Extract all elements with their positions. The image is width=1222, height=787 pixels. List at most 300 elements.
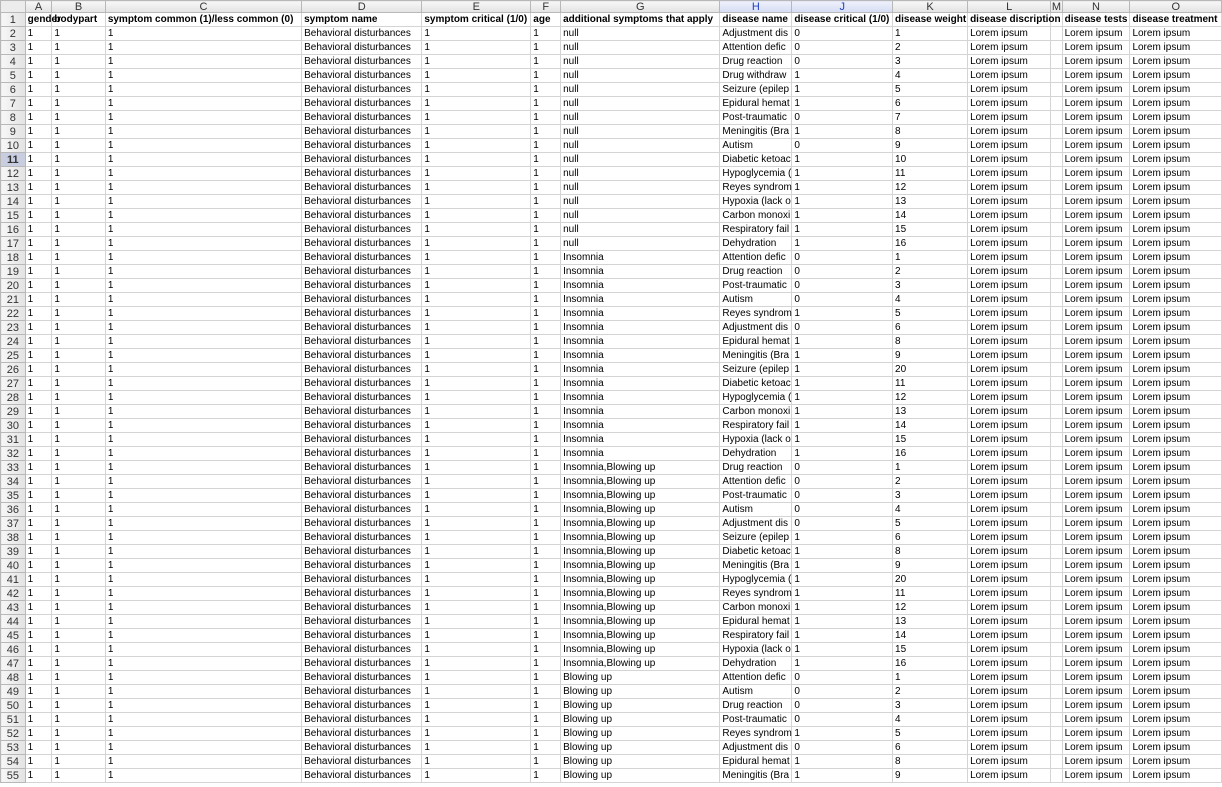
cell-description[interactable]: Lorem ipsum <box>968 727 1051 741</box>
cell-symptom-critical[interactable]: 1 <box>422 153 531 167</box>
header-cell-disease[interactable]: disease name <box>720 13 792 27</box>
cell-symptom-critical[interactable]: 1 <box>422 265 531 279</box>
cell-dc[interactable]: 1 <box>792 405 893 419</box>
cell-add[interactable]: Blowing up <box>561 769 720 783</box>
cell-w[interactable]: 13 <box>893 405 968 419</box>
cell-description[interactable]: Lorem ipsum <box>968 629 1051 643</box>
cell-w[interactable]: 16 <box>893 237 968 251</box>
cell-common[interactable]: 1 <box>105 685 301 699</box>
cell-symptom-name[interactable]: Behavioral disturbances <box>302 391 422 405</box>
cell-symptom-name[interactable]: Behavioral disturbances <box>302 755 422 769</box>
row-header[interactable]: 49 <box>1 685 26 699</box>
row-header[interactable]: 14 <box>1 195 26 209</box>
cell-symptom-name[interactable]: Behavioral disturbances <box>302 419 422 433</box>
column-header-h[interactable]: H <box>720 1 792 13</box>
cell-description[interactable]: Lorem ipsum <box>968 531 1051 545</box>
cell-treatment[interactable]: Lorem ipsum <box>1130 279 1222 293</box>
cell-bodypart[interactable]: 1 <box>52 573 105 587</box>
cell-w[interactable]: 6 <box>893 531 968 545</box>
column-header-d[interactable]: D <box>302 1 422 13</box>
cell-symptom-name[interactable]: Behavioral disturbances <box>302 615 422 629</box>
cell-gender[interactable]: 1 <box>25 55 52 69</box>
cell-m[interactable] <box>1051 377 1062 391</box>
cell-symptom-name[interactable]: Behavioral disturbances <box>302 223 422 237</box>
cell-symptom-name[interactable]: Behavioral disturbances <box>302 265 422 279</box>
cell-disease[interactable]: Drug reaction <box>720 699 792 713</box>
cell-tests[interactable]: Lorem ipsum <box>1062 335 1130 349</box>
cell-treatment[interactable]: Lorem ipsum <box>1130 97 1222 111</box>
cell-symptom-critical[interactable]: 1 <box>422 293 531 307</box>
cell-age[interactable]: 1 <box>531 223 561 237</box>
row-header[interactable]: 40 <box>1 559 26 573</box>
cell-w[interactable]: 1 <box>893 671 968 685</box>
cell-gender[interactable]: 1 <box>25 307 52 321</box>
cell-treatment[interactable]: Lorem ipsum <box>1130 699 1222 713</box>
cell-disease[interactable]: Respiratory fail <box>720 629 792 643</box>
cell-treatment[interactable]: Lorem ipsum <box>1130 223 1222 237</box>
column-header-o[interactable]: O <box>1130 1 1222 13</box>
cell-symptom-name[interactable]: Behavioral disturbances <box>302 489 422 503</box>
cell-description[interactable]: Lorem ipsum <box>968 769 1051 783</box>
cell-gender[interactable]: 1 <box>25 265 52 279</box>
cell-w[interactable]: 13 <box>893 195 968 209</box>
cell-w[interactable]: 6 <box>893 97 968 111</box>
cell-description[interactable]: Lorem ipsum <box>968 293 1051 307</box>
cell-symptom-name[interactable]: Behavioral disturbances <box>302 153 422 167</box>
cell-gender[interactable]: 1 <box>25 643 52 657</box>
cell-bodypart[interactable]: 1 <box>52 293 105 307</box>
row-header[interactable]: 19 <box>1 265 26 279</box>
cell-w[interactable]: 2 <box>893 475 968 489</box>
cell-tests[interactable]: Lorem ipsum <box>1062 139 1130 153</box>
cell-common[interactable]: 1 <box>105 503 301 517</box>
column-header-b[interactable]: B <box>52 1 105 13</box>
cell-bodypart[interactable]: 1 <box>52 125 105 139</box>
cell-m[interactable] <box>1051 433 1062 447</box>
cell-tests[interactable]: Lorem ipsum <box>1062 111 1130 125</box>
cell-age[interactable]: 1 <box>531 475 561 489</box>
cell-tests[interactable]: Lorem ipsum <box>1062 615 1130 629</box>
cell-m[interactable] <box>1051 209 1062 223</box>
cell-description[interactable]: Lorem ipsum <box>968 153 1051 167</box>
cell-w[interactable]: 11 <box>893 377 968 391</box>
cell-treatment[interactable]: Lorem ipsum <box>1130 517 1222 531</box>
cell-symptom-name[interactable]: Behavioral disturbances <box>302 587 422 601</box>
cell-add[interactable]: Blowing up <box>561 727 720 741</box>
cell-gender[interactable]: 1 <box>25 545 52 559</box>
cell-bodypart[interactable]: 1 <box>52 41 105 55</box>
cell-w[interactable]: 15 <box>893 433 968 447</box>
cell-disease[interactable]: Drug withdraw <box>720 69 792 83</box>
cell-symptom-name[interactable]: Behavioral disturbances <box>302 349 422 363</box>
cell-tests[interactable]: Lorem ipsum <box>1062 573 1130 587</box>
cell-common[interactable]: 1 <box>105 727 301 741</box>
cell-gender[interactable]: 1 <box>25 727 52 741</box>
cell-bodypart[interactable]: 1 <box>52 419 105 433</box>
cell-m[interactable] <box>1051 293 1062 307</box>
cell-bodypart[interactable]: 1 <box>52 461 105 475</box>
cell-m[interactable] <box>1051 601 1062 615</box>
column-header-g[interactable]: G <box>561 1 720 13</box>
cell-dc[interactable]: 1 <box>792 433 893 447</box>
cell-common[interactable]: 1 <box>105 293 301 307</box>
cell-age[interactable]: 1 <box>531 279 561 293</box>
cell-add[interactable]: Insomnia,Blowing up <box>561 545 720 559</box>
row-header[interactable]: 44 <box>1 615 26 629</box>
cell-m[interactable] <box>1051 699 1062 713</box>
cell-bodypart[interactable]: 1 <box>52 223 105 237</box>
cell-common[interactable]: 1 <box>105 307 301 321</box>
cell-gender[interactable]: 1 <box>25 601 52 615</box>
cell-treatment[interactable]: Lorem ipsum <box>1130 377 1222 391</box>
cell-m[interactable] <box>1051 475 1062 489</box>
cell-w[interactable]: 5 <box>893 727 968 741</box>
cell-dc[interactable]: 1 <box>792 209 893 223</box>
cell-symptom-name[interactable]: Behavioral disturbances <box>302 363 422 377</box>
cell-symptom-critical[interactable]: 1 <box>422 461 531 475</box>
cell-add[interactable]: Insomnia,Blowing up <box>561 657 720 671</box>
cell-add[interactable]: Insomnia,Blowing up <box>561 643 720 657</box>
cell-bodypart[interactable]: 1 <box>52 55 105 69</box>
cell-description[interactable]: Lorem ipsum <box>968 83 1051 97</box>
cell-tests[interactable]: Lorem ipsum <box>1062 27 1130 41</box>
cell-tests[interactable]: Lorem ipsum <box>1062 461 1130 475</box>
cell-add[interactable]: null <box>561 195 720 209</box>
cell-disease[interactable]: Seizure (epilep <box>720 531 792 545</box>
cell-w[interactable]: 2 <box>893 685 968 699</box>
header-cell-description[interactable]: disease discription <box>968 13 1051 27</box>
cell-description[interactable]: Lorem ipsum <box>968 657 1051 671</box>
cell-w[interactable]: 1 <box>893 27 968 41</box>
cell-age[interactable]: 1 <box>531 685 561 699</box>
cell-common[interactable]: 1 <box>105 125 301 139</box>
cell-gender[interactable]: 1 <box>25 223 52 237</box>
cell-symptom-critical[interactable]: 1 <box>422 517 531 531</box>
cell-add[interactable]: Blowing up <box>561 671 720 685</box>
cell-m[interactable] <box>1051 657 1062 671</box>
cell-add[interactable]: Blowing up <box>561 755 720 769</box>
cell-symptom-name[interactable]: Behavioral disturbances <box>302 69 422 83</box>
cell-bodypart[interactable]: 1 <box>52 307 105 321</box>
cell-m[interactable] <box>1051 755 1062 769</box>
cell-symptom-name[interactable]: Behavioral disturbances <box>302 139 422 153</box>
cell-common[interactable]: 1 <box>105 55 301 69</box>
cell-symptom-name[interactable]: Behavioral disturbances <box>302 629 422 643</box>
cell-dc[interactable]: 1 <box>792 153 893 167</box>
cell-disease[interactable]: Post-traumatic <box>720 713 792 727</box>
cell-add[interactable]: Insomnia <box>561 377 720 391</box>
cell-gender[interactable]: 1 <box>25 503 52 517</box>
cell-w[interactable]: 3 <box>893 699 968 713</box>
cell-disease[interactable]: Meningitis (Bra <box>720 559 792 573</box>
cell-treatment[interactable]: Lorem ipsum <box>1130 489 1222 503</box>
cell-description[interactable]: Lorem ipsum <box>968 279 1051 293</box>
cell-bodypart[interactable]: 1 <box>52 601 105 615</box>
cell-gender[interactable]: 1 <box>25 587 52 601</box>
cell-disease[interactable]: Drug reaction <box>720 55 792 69</box>
cell-symptom-critical[interactable]: 1 <box>422 111 531 125</box>
cell-m[interactable] <box>1051 195 1062 209</box>
cell-common[interactable]: 1 <box>105 573 301 587</box>
header-cell-symptom-name[interactable]: symptom name <box>302 13 422 27</box>
cell-bodypart[interactable]: 1 <box>52 727 105 741</box>
cell-disease[interactable]: Seizure (epilep <box>720 363 792 377</box>
cell-tests[interactable]: Lorem ipsum <box>1062 685 1130 699</box>
cell-treatment[interactable]: Lorem ipsum <box>1130 55 1222 69</box>
cell-treatment[interactable]: Lorem ipsum <box>1130 503 1222 517</box>
cell-disease[interactable]: Autism <box>720 503 792 517</box>
cell-tests[interactable]: Lorem ipsum <box>1062 727 1130 741</box>
header-cell-w[interactable]: disease weight <box>893 13 968 27</box>
cell-symptom-name[interactable]: Behavioral disturbances <box>302 447 422 461</box>
cell-m[interactable] <box>1051 307 1062 321</box>
cell-symptom-name[interactable]: Behavioral disturbances <box>302 279 422 293</box>
cell-dc[interactable]: 1 <box>792 755 893 769</box>
cell-dc[interactable]: 1 <box>792 69 893 83</box>
cell-age[interactable]: 1 <box>531 195 561 209</box>
cell-dc[interactable]: 0 <box>792 251 893 265</box>
cell-age[interactable]: 1 <box>531 335 561 349</box>
cell-symptom-name[interactable]: Behavioral disturbances <box>302 433 422 447</box>
cell-common[interactable]: 1 <box>105 755 301 769</box>
row-header[interactable]: 51 <box>1 713 26 727</box>
row-header[interactable]: 46 <box>1 643 26 657</box>
cell-dc[interactable]: 1 <box>792 643 893 657</box>
row-header[interactable]: 20 <box>1 279 26 293</box>
cell-add[interactable]: Insomnia <box>561 265 720 279</box>
cell-add[interactable]: Insomnia,Blowing up <box>561 629 720 643</box>
cell-symptom-critical[interactable]: 1 <box>422 55 531 69</box>
cell-symptom-critical[interactable]: 1 <box>422 615 531 629</box>
cell-w[interactable]: 15 <box>893 223 968 237</box>
cell-common[interactable]: 1 <box>105 447 301 461</box>
cell-common[interactable]: 1 <box>105 153 301 167</box>
cell-treatment[interactable]: Lorem ipsum <box>1130 643 1222 657</box>
cell-tests[interactable]: Lorem ipsum <box>1062 713 1130 727</box>
cell-add[interactable]: Insomnia <box>561 335 720 349</box>
cell-bodypart[interactable]: 1 <box>52 671 105 685</box>
cell-symptom-critical[interactable]: 1 <box>422 545 531 559</box>
cell-tests[interactable]: Lorem ipsum <box>1062 377 1130 391</box>
cell-m[interactable] <box>1051 223 1062 237</box>
cell-symptom-critical[interactable]: 1 <box>422 209 531 223</box>
cell-gender[interactable]: 1 <box>25 363 52 377</box>
cell-w[interactable]: 6 <box>893 741 968 755</box>
cell-dc[interactable]: 0 <box>792 279 893 293</box>
cell-add[interactable]: null <box>561 125 720 139</box>
cell-gender[interactable]: 1 <box>25 769 52 783</box>
cell-disease[interactable]: Attention defic <box>720 41 792 55</box>
cell-treatment[interactable]: Lorem ipsum <box>1130 41 1222 55</box>
cell-add[interactable]: Blowing up <box>561 685 720 699</box>
cell-w[interactable]: 9 <box>893 139 968 153</box>
cell-add[interactable]: null <box>561 209 720 223</box>
cell-w[interactable]: 3 <box>893 279 968 293</box>
cell-w[interactable]: 10 <box>893 153 968 167</box>
cell-treatment[interactable]: Lorem ipsum <box>1130 741 1222 755</box>
row-header[interactable]: 23 <box>1 321 26 335</box>
cell-description[interactable]: Lorem ipsum <box>968 111 1051 125</box>
cell-gender[interactable]: 1 <box>25 517 52 531</box>
cell-m[interactable] <box>1051 489 1062 503</box>
cell-add[interactable]: Insomnia <box>561 321 720 335</box>
cell-age[interactable]: 1 <box>531 559 561 573</box>
cell-description[interactable]: Lorem ipsum <box>968 419 1051 433</box>
cell-symptom-critical[interactable]: 1 <box>422 279 531 293</box>
cell-disease[interactable]: Reyes syndrom <box>720 181 792 195</box>
cell-disease[interactable]: Carbon monoxi <box>720 209 792 223</box>
cell-disease[interactable]: Attention defic <box>720 251 792 265</box>
cell-disease[interactable]: Meningitis (Bra <box>720 769 792 783</box>
cell-add[interactable]: null <box>561 69 720 83</box>
cell-gender[interactable]: 1 <box>25 209 52 223</box>
cell-w[interactable]: 20 <box>893 363 968 377</box>
cell-age[interactable]: 1 <box>531 517 561 531</box>
column-header-l[interactable]: L <box>968 1 1051 13</box>
cell-gender[interactable]: 1 <box>25 279 52 293</box>
cell-dc[interactable]: 1 <box>792 125 893 139</box>
cell-symptom-critical[interactable]: 1 <box>422 531 531 545</box>
cell-bodypart[interactable]: 1 <box>52 405 105 419</box>
cell-gender[interactable]: 1 <box>25 755 52 769</box>
cell-common[interactable]: 1 <box>105 97 301 111</box>
cell-common[interactable]: 1 <box>105 83 301 97</box>
cell-tests[interactable]: Lorem ipsum <box>1062 237 1130 251</box>
cell-description[interactable]: Lorem ipsum <box>968 461 1051 475</box>
cell-disease[interactable]: Adjustment dis <box>720 27 792 41</box>
cell-age[interactable]: 1 <box>531 83 561 97</box>
cell-w[interactable]: 4 <box>893 503 968 517</box>
cell-m[interactable] <box>1051 279 1062 293</box>
cell-symptom-critical[interactable]: 1 <box>422 741 531 755</box>
cell-common[interactable]: 1 <box>105 587 301 601</box>
cell-symptom-critical[interactable]: 1 <box>422 181 531 195</box>
cell-disease[interactable]: Epidural hemat <box>720 615 792 629</box>
cell-age[interactable]: 1 <box>531 671 561 685</box>
cell-dc[interactable]: 0 <box>792 321 893 335</box>
cell-dc[interactable]: 1 <box>792 195 893 209</box>
cell-tests[interactable]: Lorem ipsum <box>1062 181 1130 195</box>
cell-symptom-name[interactable]: Behavioral disturbances <box>302 503 422 517</box>
cell-dc[interactable]: 0 <box>792 265 893 279</box>
cell-dc[interactable]: 0 <box>792 55 893 69</box>
cell-tests[interactable]: Lorem ipsum <box>1062 209 1130 223</box>
cell-disease[interactable]: Carbon monoxi <box>720 601 792 615</box>
cell-gender[interactable]: 1 <box>25 181 52 195</box>
cell-symptom-critical[interactable]: 1 <box>422 475 531 489</box>
cell-w[interactable]: 3 <box>893 55 968 69</box>
row-header[interactable]: 26 <box>1 363 26 377</box>
cell-bodypart[interactable]: 1 <box>52 475 105 489</box>
cell-add[interactable]: Insomnia,Blowing up <box>561 601 720 615</box>
cell-disease[interactable]: Reyes syndrom <box>720 587 792 601</box>
cell-symptom-name[interactable]: Behavioral disturbances <box>302 671 422 685</box>
cell-treatment[interactable]: Lorem ipsum <box>1130 685 1222 699</box>
cell-symptom-critical[interactable]: 1 <box>422 377 531 391</box>
cell-disease[interactable]: Post-traumatic <box>720 279 792 293</box>
cell-treatment[interactable]: Lorem ipsum <box>1130 237 1222 251</box>
cell-gender[interactable]: 1 <box>25 153 52 167</box>
cell-tests[interactable]: Lorem ipsum <box>1062 545 1130 559</box>
cell-m[interactable] <box>1051 349 1062 363</box>
cell-symptom-critical[interactable]: 1 <box>422 405 531 419</box>
cell-symptom-name[interactable]: Behavioral disturbances <box>302 769 422 783</box>
cell-gender[interactable]: 1 <box>25 335 52 349</box>
cell-disease[interactable]: Autism <box>720 139 792 153</box>
cell-gender[interactable]: 1 <box>25 27 52 41</box>
cell-symptom-critical[interactable]: 1 <box>422 685 531 699</box>
cell-disease[interactable]: Post-traumatic <box>720 489 792 503</box>
cell-add[interactable]: Insomnia <box>561 391 720 405</box>
cell-dc[interactable]: 1 <box>792 167 893 181</box>
cell-description[interactable]: Lorem ipsum <box>968 377 1051 391</box>
cell-w[interactable]: 11 <box>893 587 968 601</box>
cell-description[interactable]: Lorem ipsum <box>968 517 1051 531</box>
cell-age[interactable]: 1 <box>531 615 561 629</box>
cell-symptom-critical[interactable]: 1 <box>422 671 531 685</box>
cell-dc[interactable]: 0 <box>792 27 893 41</box>
cell-disease[interactable]: Meningitis (Bra <box>720 349 792 363</box>
cell-add[interactable]: Insomnia <box>561 433 720 447</box>
cell-gender[interactable]: 1 <box>25 461 52 475</box>
cell-gender[interactable]: 1 <box>25 41 52 55</box>
cell-add[interactable]: Blowing up <box>561 741 720 755</box>
row-header[interactable]: 24 <box>1 335 26 349</box>
cell-common[interactable]: 1 <box>105 349 301 363</box>
row-header[interactable]: 12 <box>1 167 26 181</box>
cell-add[interactable]: null <box>561 111 720 125</box>
cell-symptom-name[interactable]: Behavioral disturbances <box>302 181 422 195</box>
cell-treatment[interactable]: Lorem ipsum <box>1130 83 1222 97</box>
cell-description[interactable]: Lorem ipsum <box>968 209 1051 223</box>
cell-description[interactable]: Lorem ipsum <box>968 167 1051 181</box>
cell-treatment[interactable]: Lorem ipsum <box>1130 335 1222 349</box>
cell-treatment[interactable]: Lorem ipsum <box>1130 419 1222 433</box>
cell-gender[interactable]: 1 <box>25 321 52 335</box>
cell-m[interactable] <box>1051 643 1062 657</box>
cell-m[interactable] <box>1051 237 1062 251</box>
cell-age[interactable]: 1 <box>531 139 561 153</box>
cell-dc[interactable]: 0 <box>792 475 893 489</box>
cell-age[interactable]: 1 <box>531 587 561 601</box>
cell-description[interactable]: Lorem ipsum <box>968 265 1051 279</box>
cell-m[interactable] <box>1051 629 1062 643</box>
cell-symptom-name[interactable]: Behavioral disturbances <box>302 545 422 559</box>
row-header[interactable]: 2 <box>1 27 26 41</box>
cell-dc[interactable]: 1 <box>792 335 893 349</box>
cell-treatment[interactable]: Lorem ipsum <box>1130 727 1222 741</box>
cell-bodypart[interactable]: 1 <box>52 83 105 97</box>
cell-symptom-critical[interactable]: 1 <box>422 223 531 237</box>
cell-tests[interactable]: Lorem ipsum <box>1062 195 1130 209</box>
cell-add[interactable]: Insomnia,Blowing up <box>561 475 720 489</box>
cell-tests[interactable]: Lorem ipsum <box>1062 265 1130 279</box>
cell-symptom-name[interactable]: Behavioral disturbances <box>302 83 422 97</box>
cell-treatment[interactable]: Lorem ipsum <box>1130 307 1222 321</box>
cell-common[interactable]: 1 <box>105 321 301 335</box>
cell-w[interactable]: 11 <box>893 167 968 181</box>
cell-common[interactable]: 1 <box>105 363 301 377</box>
cell-disease[interactable]: Dehydration <box>720 237 792 251</box>
cell-gender[interactable]: 1 <box>25 433 52 447</box>
cell-description[interactable]: Lorem ipsum <box>968 363 1051 377</box>
cell-common[interactable]: 1 <box>105 195 301 209</box>
cell-treatment[interactable]: Lorem ipsum <box>1130 181 1222 195</box>
cell-bodypart[interactable]: 1 <box>52 69 105 83</box>
row-header[interactable]: 8 <box>1 111 26 125</box>
cell-symptom-name[interactable]: Behavioral disturbances <box>302 727 422 741</box>
cell-m[interactable] <box>1051 461 1062 475</box>
